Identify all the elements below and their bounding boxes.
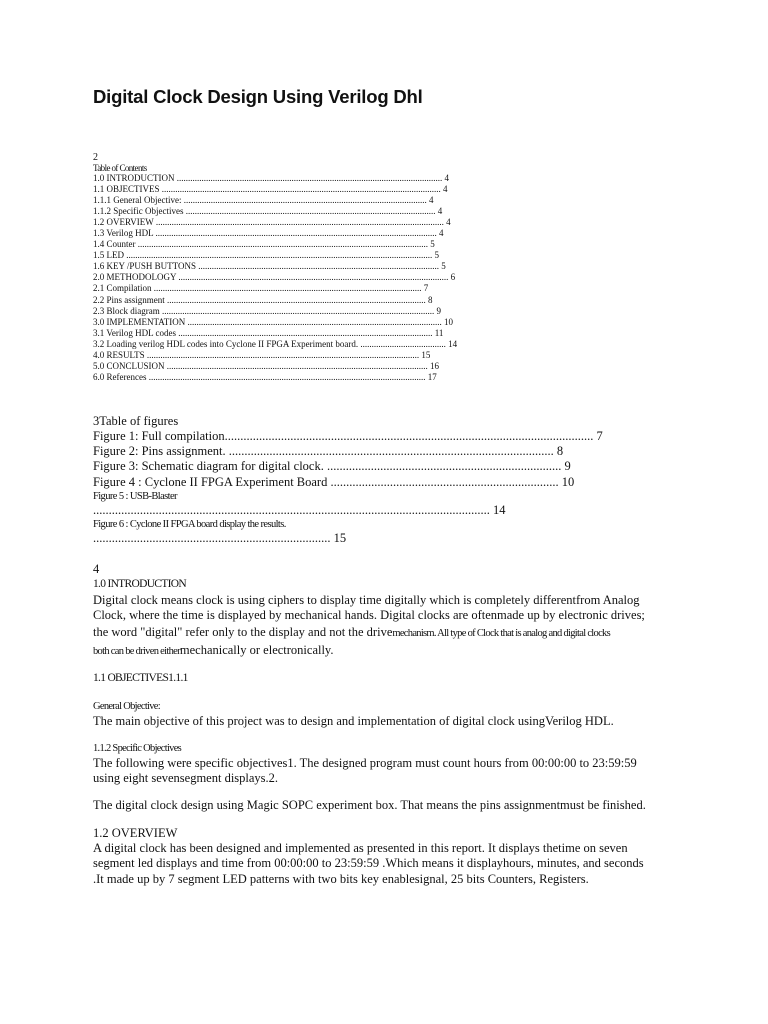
toc-entry: 2.3 Block diagram ......................................................................................................................... 9 (93, 305, 441, 316)
section-heading: 1.1 OBJECTIVES1.1.1 (93, 672, 188, 685)
text-run: mechanically or electronically. (179, 643, 334, 658)
toc-entry: 1.3 Verilog HDL ............................................................................................................................. 4 (93, 228, 444, 239)
figure-entry-dots: ............................................................................................................................... 14 (93, 502, 506, 517)
figure-entry: Figure 4 : Cyclone II FPGA Experiment Board ......................................................................... 10 (93, 474, 575, 489)
toc-entry: 1.4 Counter ................................................................................................................................. 5 (93, 239, 435, 250)
paragraph-line: The main objective of this project was to design and implementation of digital clock usingVerilog HDL. (93, 714, 614, 729)
text-run: the word "digital" refer only to the display and not the drive (93, 625, 393, 640)
section-heading: 1.2 OVERVIEW (93, 825, 178, 840)
paragraph-line: segment led displays and time from 00:00:00 to 23:59:59 .Which means it displayhours, minutes, and seconds (93, 856, 644, 871)
paragraph-line: Digital clock means clock is using ciphers to display time digitally which is completely differentfrom Analog (93, 592, 640, 607)
toc-entry: 3.2 Loading verilog HDL codes into Cyclone II FPGA Experiment board. ...................................... 14 (93, 338, 458, 349)
paragraph-line (93, 641, 673, 659)
paragraph-line: using eight sevensegment displays.2. (93, 771, 279, 786)
paragraph-line: .It made up by 7 segment LED patterns with two bits key enablesignal, 25 bits Counters, Registers. (93, 871, 589, 886)
subsection-heading: General Objective: (93, 701, 160, 713)
toc-entry: 1.2 OVERVIEW ................................................................................................................................ 4 (93, 217, 451, 228)
paragraph-line: The following were specific objectives1. The designed program must count hours from 00:00:00 to 23:59:59 (93, 755, 637, 770)
toc-heading: Table of Contents (93, 163, 147, 173)
page-number: 4 (93, 562, 100, 576)
figure-entry: Figure 1: Full compilation...................................................................................................................... 7 (93, 429, 603, 443)
toc-entry: 5.0 CONCLUSION .................................................................................................................... 16 (93, 360, 440, 371)
toc-entry: 4.0 RESULTS ......................................................................................................................... 15 (93, 349, 431, 360)
toc-entry: 2.2 Pins assignment ................................................................................................................... 8 (93, 294, 433, 305)
table-of-figures (93, 414, 653, 546)
text-run: mechanism. All type of Clock that is analog and digital clocks (392, 628, 610, 640)
toc-entry: 3.0 IMPLEMENTATION ................................................................................................................. 10 (93, 316, 454, 327)
table-of-contents (93, 152, 533, 383)
toc-entry: 1.1.1 General Objective: ............................................................................................................ 4 (93, 195, 434, 206)
toc-entry: 1.1.2 Specific Objectives ............................................................................................................... 4 (93, 206, 443, 217)
section-heading: 1.0 INTRODUCTION (93, 578, 186, 591)
toc-entry: 1.1 OBJECTIVES ............................................................................................................................ 4 (93, 184, 448, 195)
toc-entry: 1.5 LED ........................................................................................................................................ 5 (93, 250, 439, 261)
figures-heading: 3Table of figures (93, 414, 179, 428)
figure-entry-label: Figure 6 : Cyclone II FPGA board display the results. (93, 518, 286, 530)
text-run: both can be driven either (93, 646, 180, 658)
toc-entry: 1.6 KEY /PUSH BUTTONS ........................................................................................................... 5 (93, 261, 446, 272)
toc-entry: 3.1 Verilog HDL codes ................................................................................................................. 11 (93, 327, 444, 338)
toc-entry: 2.0 METHODOLOGY ........................................................................................................................ 6 (93, 272, 456, 283)
figure-entry-label: Figure 5 : USB-Blaster (93, 490, 177, 502)
figure-entry: Figure 3: Schematic diagram for digital clock. ........................................................................... 9 (93, 459, 571, 474)
paragraph-line: A digital clock has been designed and implemented as presented in this report. It displays thetime on seven (93, 840, 628, 855)
figure-entry-dots: ............................................................................ 15 (93, 530, 347, 545)
paragraph-line: The digital clock design using Magic SOPC experiment box. That means the pins assignmentmust be finished. (93, 798, 646, 813)
body-text (93, 562, 673, 887)
document-title: Digital Clock Design Using Verilog Dhl (93, 86, 423, 107)
toc-entry: 6.0 References ........................................................................................................................... 17 (93, 371, 437, 382)
page-number: 2 (93, 152, 98, 163)
subsection-heading: 1.1.2 Specific Objectives (93, 742, 182, 754)
toc-entry: 2.1 Compilation ....................................................................................................................... 7 (93, 283, 429, 294)
paragraph-line: Clock, where the time is displayed by mechanical hands. Digital clocks are oftenmade up by electronic drives; (93, 607, 645, 622)
figure-entry: Figure 2: Pins assignment. ........................................................................................................ 8 (93, 444, 564, 459)
paragraph-line (93, 623, 673, 641)
toc-entry: 1.0 INTRODUCTION ...................................................................................................................... 4 (93, 173, 449, 183)
